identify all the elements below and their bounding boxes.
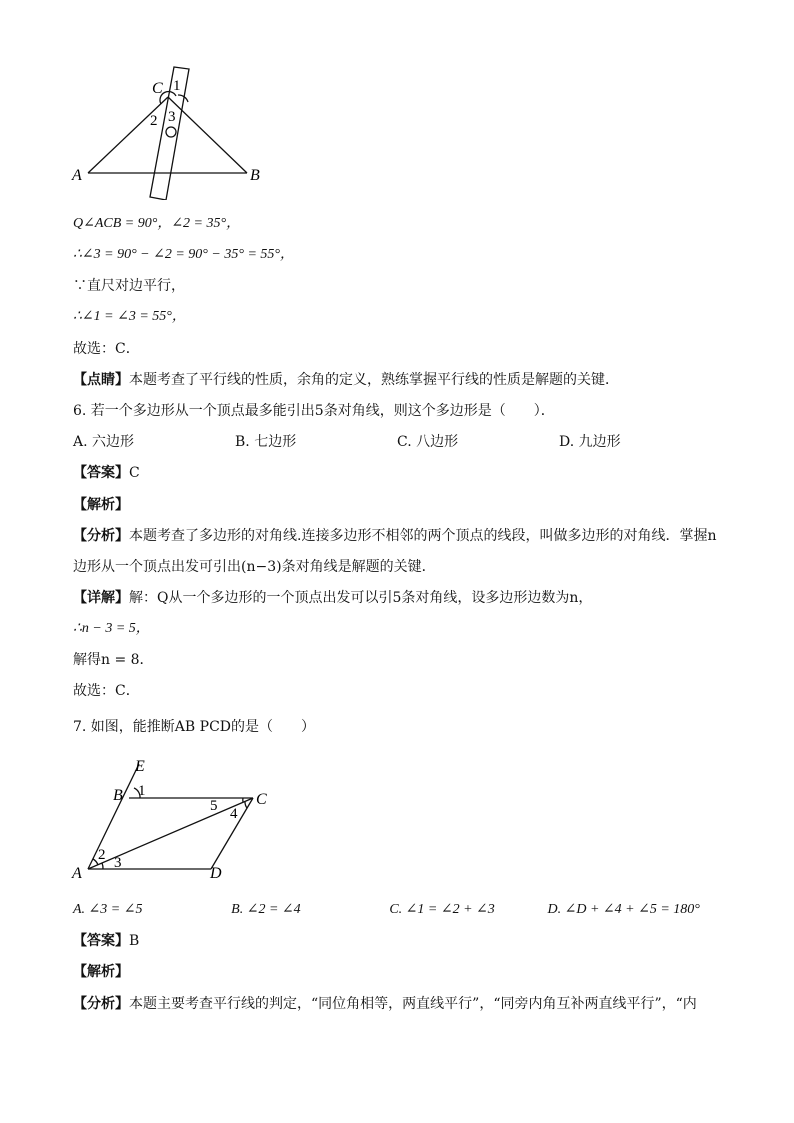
label-a: A [72,167,82,184]
ruler-hole [166,127,176,137]
q7-answer-tag: 【答案】 [73,933,129,949]
segment-ae [88,764,139,869]
label-angle-5: 5 [210,798,218,814]
comment-text: 本题考查了平行线的性质，余角的定义，熟练掌握平行线的性质是解题的关键． [129,372,619,388]
q6-detail-line-3: 解得n = 8． [73,652,154,668]
label-angle-3: 3 [168,109,176,125]
q7-answer [73,931,733,951]
label-d: D [210,865,222,882]
comment-tag: 【点睛】 [73,372,129,388]
q7-fenxi-line-1 [73,994,733,1014]
q6-fenxi-tag: 【分析】 [73,528,129,544]
label-angle-1: 1 [138,783,146,799]
solution-line-2: ∴∠3 = 90° − ∠2 = 90° − 35° = 55°， [73,247,294,262]
q6-stem: 6. 若一个多边形从一个顶点最多能引出5条对角线，则这个多边形是（ ）． [73,403,555,419]
q6-option-d: D. 九边形 [559,434,621,450]
comment-line [73,370,733,390]
label-e: E [135,758,145,775]
q6-option-c: C. 八边形 [397,434,459,450]
label-angle-2: 2 [98,847,106,863]
q7-options [73,900,733,920]
q6-answer [73,463,733,483]
angle-arc-3 [102,863,103,869]
q6-fenxi-text-1: 本题考查了多边形的对角线.连接多边形不相邻的两个顶点的线段，叫做多边形的对角线．掌握n [129,528,717,544]
diagonal-ac [88,798,253,869]
segment-cb [168,97,247,173]
label-b: B [113,787,123,804]
q7-option-b: B. ∠2 = ∠4 [231,902,301,917]
label-angle-3: 3 [114,855,122,871]
q6-detail-line-2: ∴n − 3 = 5， [73,621,150,636]
label-c: C [152,80,163,97]
label-a: A [72,865,82,882]
label-angle-2: 2 [150,113,158,129]
q6-answer-tag: 【答案】 [73,465,129,481]
solution-line-4: ∴∠1 = ∠3 = 55°， [73,309,186,324]
q7-option-d: D. ∠D + ∠4 + ∠5 = 180° [547,902,700,917]
q7-option-c: C. ∠1 = ∠2 + ∠3 [389,902,495,917]
q6-detail-line-4: 故选：C． [73,683,140,699]
label-b: B [250,167,260,184]
q7-answer-value: B [129,933,140,949]
q6-option-b: B. 七边形 [235,434,297,450]
solution-line-1: Q∠ACB = 90°，∠2 = 35°， [73,216,241,231]
q6-detail-text-1: 解：Q从一个多边形的一个顶点出发可以引5条对角线，设多边形边数为n， [129,590,593,606]
q7-analysis-tag: 【解析】 [73,964,129,980]
q6-answer-value: C [129,465,140,481]
q6-detail-line-1 [73,588,733,608]
q6-fenxi-line-1 [73,526,733,546]
solution-line-3: ∵直尺对边平行， [73,278,185,294]
q6-options [73,432,733,452]
solution-line-5: 故选：C． [73,341,140,357]
q7-stem: 7. 如图，能推断AB PCD的是（ ） [73,719,316,735]
label-angle-4: 4 [230,806,238,822]
parallelogram-figure [60,752,290,887]
label-angle-1: 1 [173,78,181,94]
q7-option-a: A. ∠3 = ∠5 [73,902,143,917]
q6-fenxi-line-2: 边形从一个顶点出发可引出(n−3)条对角线是解题的关键． [73,559,436,575]
label-c: C [256,791,267,808]
q6-option-a: A. 六边形 [73,434,135,450]
q7-fenxi-text-1: 本题主要考查平行线的判定，“同位角相等，两直线平行”，“同旁内角互补两直线平行”，“内 [129,996,697,1012]
q6-analysis-tag: 【解析】 [73,497,129,513]
q7-fenxi-tag: 【分析】 [73,996,129,1012]
triangle-ruler-figure [60,60,280,200]
angle-arc-4 [245,802,247,808]
q6-detail-tag: 【详解】 [73,590,129,606]
